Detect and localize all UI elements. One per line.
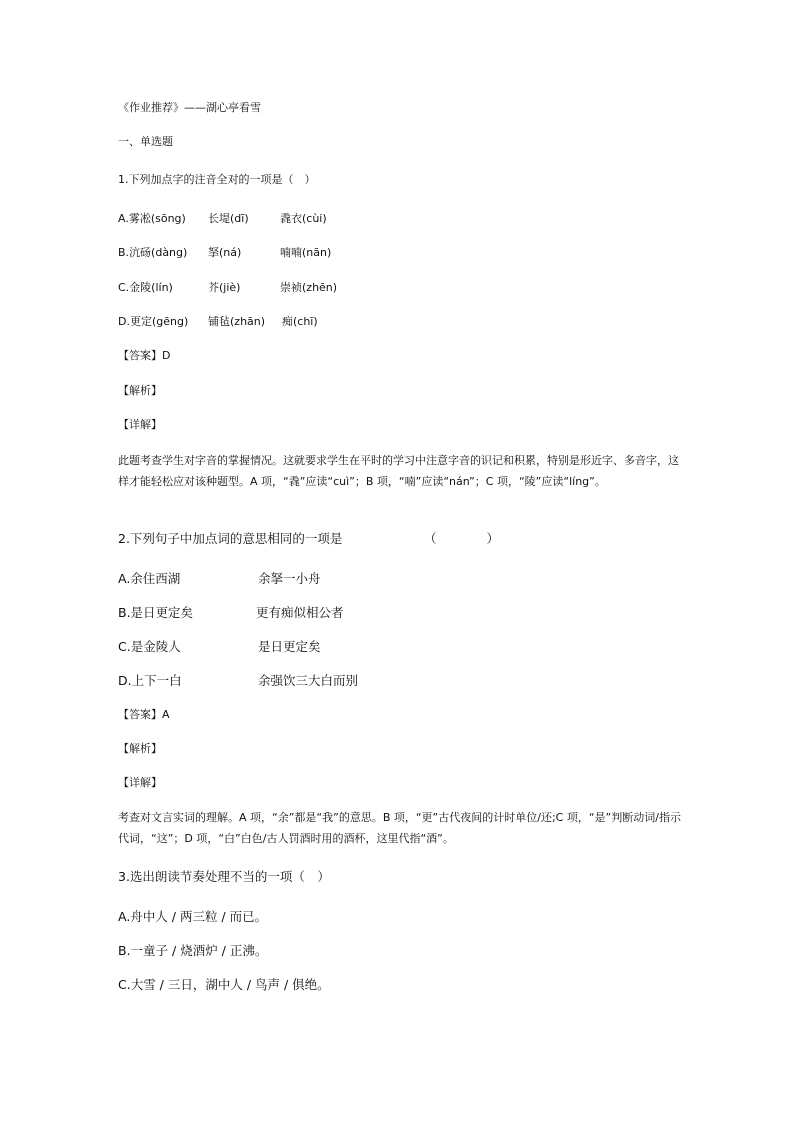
option-part: A.余住西湖 xyxy=(118,571,181,586)
question-2-explanation: 考查对文言实词的理解。A 项，“余”都是“我”的意思。B 项，“更”古代夜间的计时单位/还;C 项，“是”判断动词/指示代词，“这”；D 项，“白”白色/古人罚酒时用的酒杯，这里代指“酒”。 xyxy=(118,811,681,845)
option-part: 长堤(dī) xyxy=(208,212,249,225)
option-part: 崇祯(zhēn) xyxy=(280,281,338,294)
option-part: B.沆砀(dàng) xyxy=(118,246,188,259)
option-part: 是日更定矣 xyxy=(258,639,321,654)
question-1-explanation: 此题考查学生对字音的掌握情况。这就要求学生在平时的学习中注意字音的识记和积累，特别是形近字、多音字，这样才能轻松应对该种题型。A 项，“毳”应读“cuì”；B 项，“喃”应读“nán”；C 项，“陵”应读“líng”。 xyxy=(118,454,679,488)
option-part: 更有痴似相公者 xyxy=(256,605,344,620)
option-part: C.金陵(lín) xyxy=(118,281,173,294)
question-1-answer: 【答案】D xyxy=(118,349,171,362)
option-part: D.更定(gēng) xyxy=(118,315,189,328)
question-3-stem: 3.选出朗读节奏处理不当的一项（ ） xyxy=(118,869,330,884)
question-2-stem: 2.下列句子中加点词的意思相同的一项是 xyxy=(118,531,343,546)
document-title: 《作业推荐》——湖心亭看雪 xyxy=(118,101,261,114)
question-2-answer: 【答案】A xyxy=(118,708,170,721)
option-part: 痴(chī) xyxy=(282,315,318,328)
option-part: B.是日更定矣 xyxy=(118,605,194,620)
question-2-paren: （ ） xyxy=(424,531,500,546)
question-1-detail-label: 【详解】 xyxy=(118,418,162,431)
question-1-analysis-label: 【解析】 xyxy=(118,384,162,397)
question-2-detail-label: 【详解】 xyxy=(118,776,162,789)
option-part: 毳衣(cùi) xyxy=(280,212,327,225)
option-part: A.雾凇(sōng) xyxy=(118,212,186,225)
question-3-option-a: A.舟中人 / 两三粒 / 而已。 xyxy=(118,909,268,924)
option-part: 余拏一小舟 xyxy=(258,571,321,586)
question-1-stem: 1.下列加点字的注音全对的一项是（ ） xyxy=(118,173,316,186)
option-part: 余强饮三大白而别 xyxy=(258,673,359,688)
option-part: D.上下一白 xyxy=(118,673,182,688)
option-part: 铺毡(zhān) xyxy=(208,315,266,328)
question-2-analysis-label: 【解析】 xyxy=(118,742,162,755)
option-part: 喃喃(nān) xyxy=(280,246,332,259)
option-part: 拏(ná) xyxy=(208,246,242,259)
question-3-option-c: C.大雪 / 三日，湖中人 / 鸟声 / 俱绝。 xyxy=(118,977,330,992)
option-part: 芥(jiè) xyxy=(208,281,241,294)
question-3-option-b: B.一童子 / 烧酒炉 / 正沸。 xyxy=(118,943,268,958)
option-part: C.是金陵人 xyxy=(118,639,181,654)
section-heading: 一、单选题 xyxy=(118,135,173,148)
